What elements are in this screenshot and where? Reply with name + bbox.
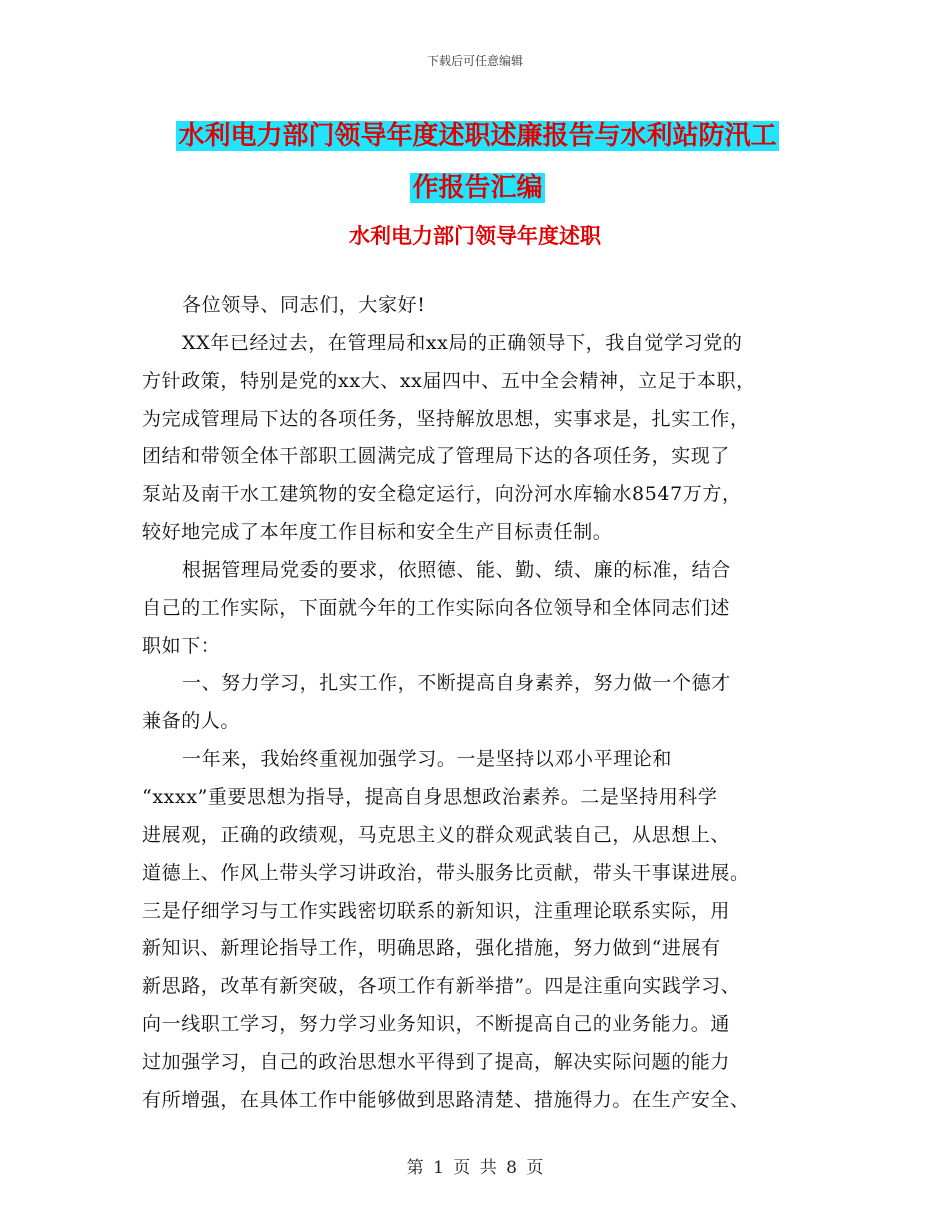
paragraph-line: 根据管理局党委的要求，依照德、能、勤、绩、廉的标准，结合 [182, 558, 731, 581]
body-text [142, 287, 822, 1120]
paragraph-line: 道德上、作风上带头学习讲政治，带头服务比贡献，带头干事谋进展。 [142, 861, 750, 884]
paragraph-line: 过加强学习，自己的政治思想水平得到了提高，解决实际问题的能力 [142, 1050, 731, 1073]
section-title: 水利电力部门领导年度述职 [349, 224, 601, 248]
document-title-line-1: 水利电力部门领导年度述职述廉报告与水利站防汛工 [178, 121, 777, 151]
paragraph-line: 一年来，我始终重视加强学习。一是坚持以邓小平理论和 [182, 748, 673, 771]
header-note: 下载后可任意编辑 [426, 54, 523, 68]
paragraph-line: 一、努力学习，扎实工作，不断提高自身素养，努力做一个德才 [182, 672, 731, 695]
document-title-line-2: 作报告汇编 [412, 173, 543, 203]
paragraph-line: 泵站及南干水工建筑物的安全稳定运行，向汾河水库输水8547万方， [142, 483, 742, 506]
page-number: 第 1 页 共 8 页 [406, 1158, 544, 1178]
paragraph-line: 新思路，改革有新突破，各项工作有新举措”。四是注重向实践学习、 [142, 975, 741, 998]
paragraph-line: 自己的工作实际，下面就今年的工作实际向各位领导和全体同志们述 [142, 596, 731, 619]
paragraph-line: 职如下： [142, 634, 221, 657]
paragraph-line: “xxxx”重要思想为指导，提高自身思想政治素养。二是坚持用科学 [142, 785, 718, 808]
document-title [145, 110, 810, 214]
paragraph-line: 新知识、新理论指导工作，明确思路，强化措施，努力做到“进展有 [142, 937, 721, 960]
paragraph-line: 进展观，正确的政绩观，马克思主义的群众观武装自己，从思想上、 [142, 823, 731, 846]
paragraph-line: 三是仔细学习与工作实践密切联系的新知识，注重理论联系实际，用 [142, 899, 731, 922]
paragraph-line: 方针政策，特别是党的xx大、xx届四中、五中全会精神，立足于本职， [142, 369, 756, 392]
paragraph-line: 兼备的人。 [142, 710, 241, 733]
paragraph-line: 各位领导、同志们，大家好! [182, 294, 426, 316]
paragraph-line: 有所增强，在具体工作中能够做到思路清楚、措施得力。在生产安全、 [142, 1088, 750, 1111]
paragraph-line: 为完成管理局下达的各项任务，坚持解放思想，实事求是，扎实工作， [142, 407, 750, 430]
paragraph-line: 向一线职工学习，努力学习业务知识，不断提高自己的业务能力。通 [142, 1013, 731, 1036]
paragraph-line: XX年已经过去，在管理局和xx局的正确领导下，我自觉学习党的 [182, 331, 743, 354]
paragraph-line: 较好地完成了本年度工作目标和安全生产目标责任制。 [142, 521, 613, 544]
paragraph-line: 团结和带领全体干部职工圆满完成了管理局下达的各项任务，实现了 [142, 445, 731, 468]
